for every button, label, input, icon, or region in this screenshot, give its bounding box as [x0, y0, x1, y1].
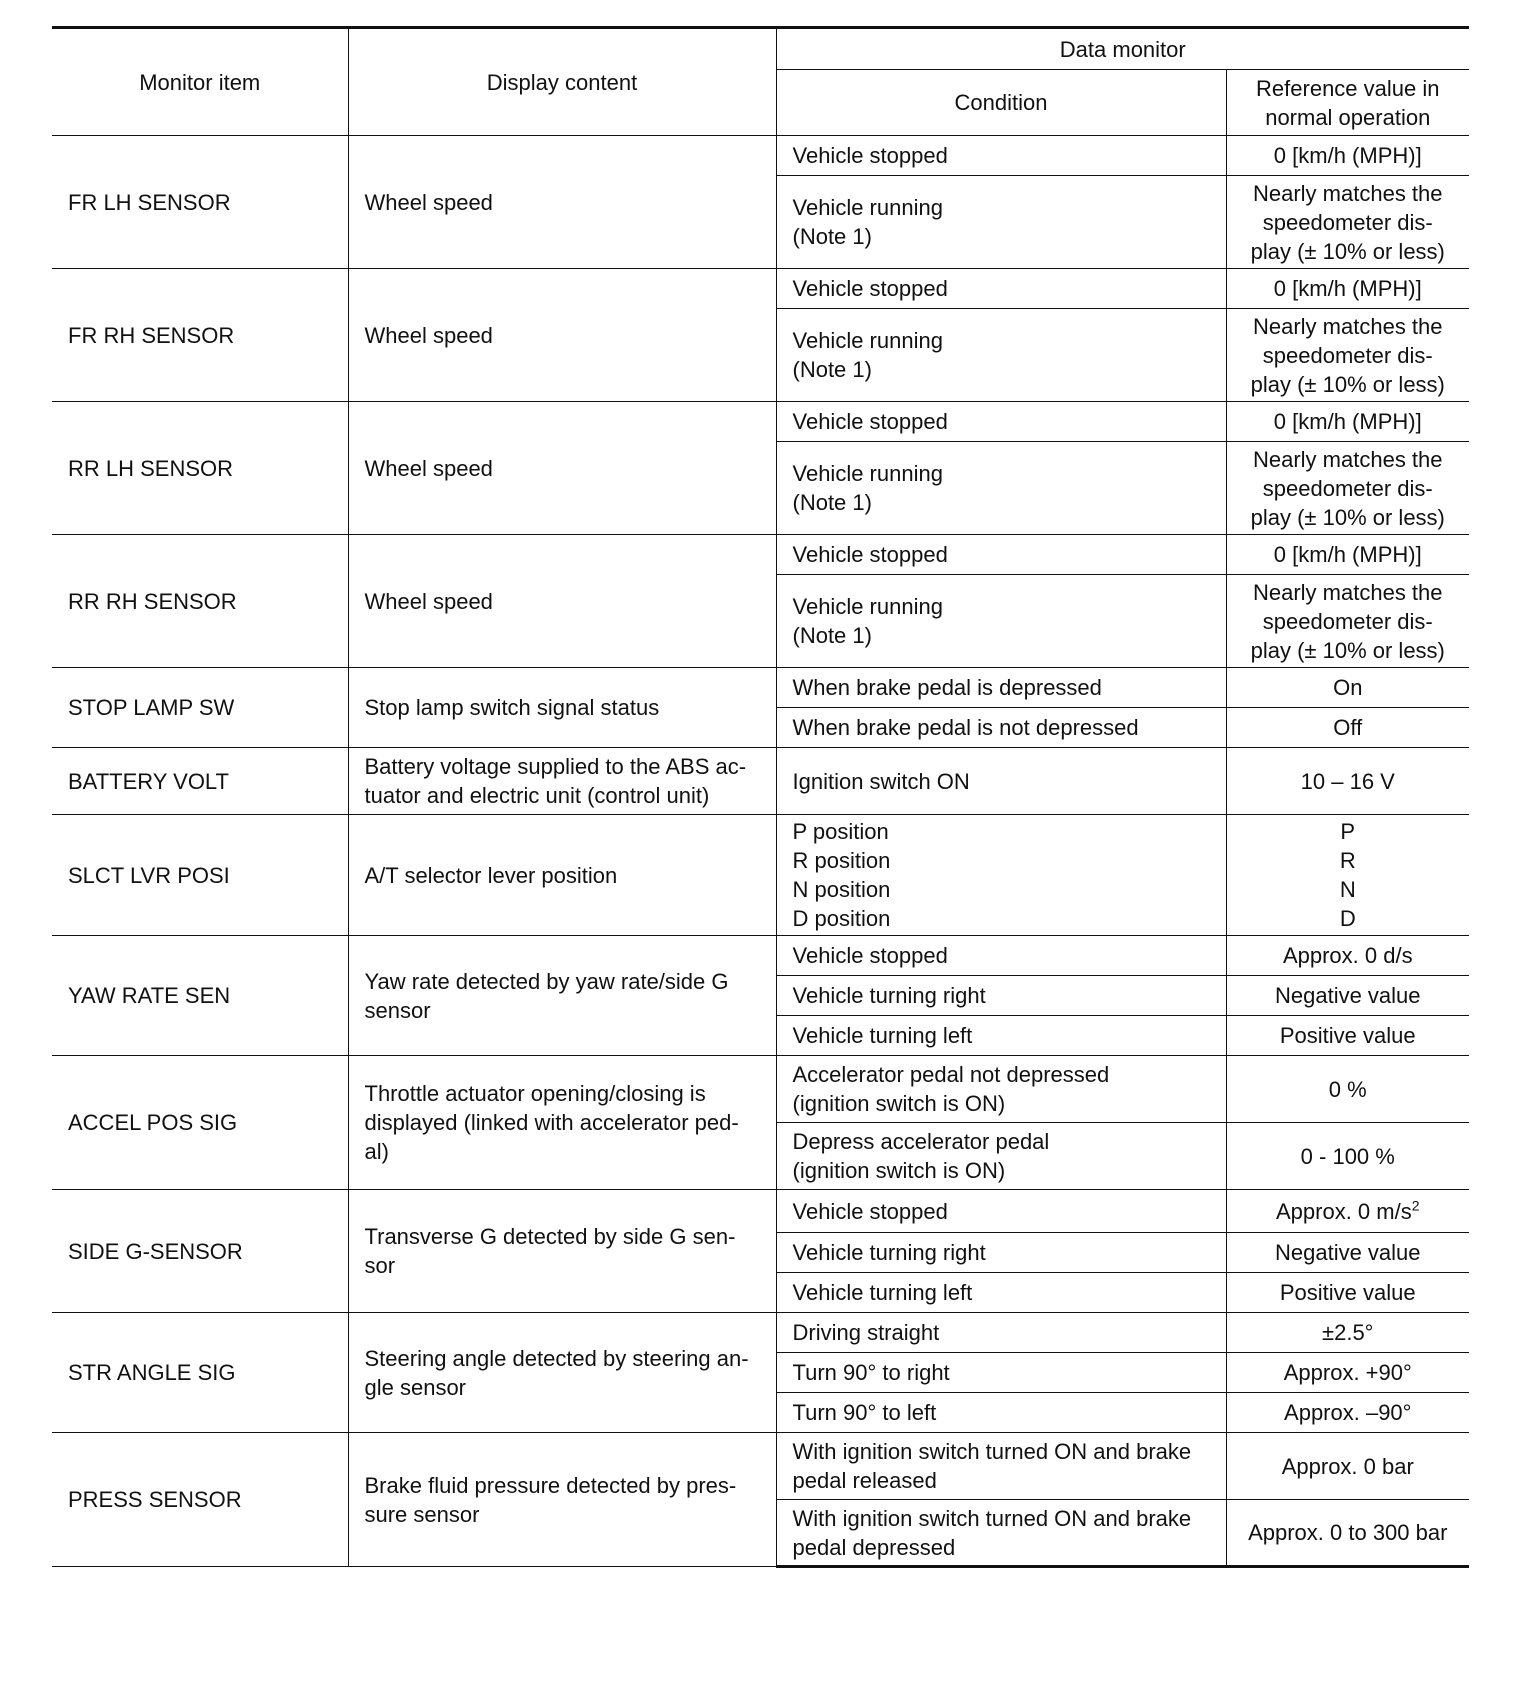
reference-value-text: Nearly matches the speedometer dis- play (± 10% or less) [1250, 446, 1445, 530]
reference-value-cell [1226, 936, 1469, 976]
reference-value-cell [1226, 1353, 1469, 1393]
table-row [52, 1190, 1469, 1233]
reference-value-cell [1226, 1500, 1469, 1567]
reference-value-text: 0 [km/h (MPH)] [1273, 276, 1422, 301]
condition-cell: With ignition switch turned ON and brake pedal released [776, 1433, 1226, 1500]
data-monitor-table-container [52, 26, 1469, 1568]
reference-value-cell [1226, 402, 1469, 442]
reference-value-cell [1226, 1016, 1469, 1056]
table-row [52, 1056, 1469, 1123]
monitor-item-cell: FR LH SENSOR [52, 136, 348, 269]
reference-value-text: Approx. 0 m/s [1276, 1198, 1412, 1224]
table-row [52, 668, 1469, 708]
header-display-content: Display content [348, 28, 776, 136]
reference-value-text: 0 [km/h (MPH)] [1273, 143, 1422, 168]
monitor-item-cell: BATTERY VOLT [52, 748, 348, 815]
condition-cell: When brake pedal is not depressed [776, 708, 1226, 748]
reference-value-text: 0 % [1328, 1076, 1367, 1102]
table-row [52, 748, 1469, 815]
reference-value-text: Approx. 0 bar [1281, 1453, 1414, 1479]
reference-value-text: 0 [km/h (MPH)] [1273, 542, 1422, 567]
reference-value-text: Nearly matches the speedometer dis- play (± 10% or less) [1250, 579, 1445, 663]
display-content-cell: A/T selector lever position [348, 815, 776, 936]
reference-value-cell [1226, 1433, 1469, 1500]
reference-value-text: 0 [km/h (MPH)] [1273, 409, 1422, 434]
condition-cell: Turn 90° to left [776, 1393, 1226, 1433]
display-content-cell: Wheel speed [348, 136, 776, 269]
condition-cell: Vehicle running (Note 1) [776, 442, 1226, 535]
reference-value-cell [1226, 668, 1469, 708]
monitor-item-cell: STR ANGLE SIG [52, 1313, 348, 1433]
condition-cell: P position R position N position D position [776, 815, 1226, 936]
reference-value-text: Negative value [1274, 1240, 1421, 1265]
reference-value-cell [1226, 815, 1469, 936]
condition-cell: Vehicle turning left [776, 1016, 1226, 1056]
reference-value-cell [1226, 1233, 1469, 1273]
display-content-cell: Transverse G detected by side G sen- sor [348, 1190, 776, 1313]
monitor-item-cell: PRESS SENSOR [52, 1433, 348, 1567]
condition-cell: Vehicle stopped [776, 269, 1226, 309]
condition-cell: Vehicle running (Note 1) [776, 309, 1226, 402]
condition-cell: With ignition switch turned ON and brake pedal depressed [776, 1500, 1226, 1567]
reference-value-text: Nearly matches the speedometer dis- play (± 10% or less) [1250, 180, 1445, 264]
condition-cell: Vehicle stopped [776, 535, 1226, 575]
reference-value-text: Approx. –90° [1284, 1400, 1412, 1425]
condition-cell: Vehicle stopped [776, 402, 1226, 442]
display-content-cell: Stop lamp switch signal status [348, 668, 776, 748]
table-row [52, 535, 1469, 575]
reference-value-cell [1226, 1190, 1469, 1233]
table-body [52, 136, 1469, 1567]
data-monitor-table [52, 26, 1469, 1568]
header-monitor-item: Monitor item [52, 28, 348, 136]
table-row [52, 1433, 1469, 1500]
condition-cell: Vehicle turning left [776, 1273, 1226, 1313]
monitor-item-cell: ACCEL POS SIG [52, 1056, 348, 1190]
condition-cell: Turn 90° to right [776, 1353, 1226, 1393]
reference-value-text: P R N D [1339, 819, 1356, 931]
reference-value-text: Approx. 0 d/s [1282, 943, 1413, 968]
reference-value-superscript: 2 [1411, 1197, 1420, 1214]
header-condition: Condition [776, 70, 1226, 136]
display-content-cell: Steering angle detected by steering an- gle sensor [348, 1313, 776, 1433]
display-content-cell: Battery voltage supplied to the ABS ac- tuator and electric unit (control unit) [348, 748, 776, 815]
table-row [52, 815, 1469, 936]
monitor-item-cell: RR LH SENSOR [52, 402, 348, 535]
reference-value-text: Off [1333, 715, 1363, 740]
header-reference-value: Reference value in normal operation [1226, 70, 1469, 136]
condition-cell: Vehicle turning right [776, 1233, 1226, 1273]
monitor-item-cell: YAW RATE SEN [52, 936, 348, 1056]
condition-cell: Vehicle turning right [776, 976, 1226, 1016]
reference-value-cell [1226, 176, 1469, 269]
reference-value-cell [1226, 1313, 1469, 1353]
reference-value-text: Positive value [1279, 1023, 1416, 1048]
reference-value-text: Approx. +90° [1283, 1360, 1412, 1385]
reference-value-text: Approx. 0 to 300 bar [1248, 1520, 1448, 1545]
monitor-item-cell: STOP LAMP SW [52, 668, 348, 748]
display-content-cell: Brake fluid pressure detected by pres- sure sensor [348, 1433, 776, 1567]
reference-value-cell [1226, 1273, 1469, 1313]
header-data-monitor: Data monitor [776, 28, 1469, 70]
reference-value-cell [1226, 136, 1469, 176]
reference-value-cell [1226, 309, 1469, 402]
display-content-cell: Wheel speed [348, 535, 776, 668]
condition-cell: When brake pedal is depressed [776, 668, 1226, 708]
monitor-item-cell: FR RH SENSOR [52, 269, 348, 402]
condition-cell: Vehicle stopped [776, 936, 1226, 976]
condition-cell: Vehicle running (Note 1) [776, 176, 1226, 269]
monitor-item-cell: SLCT LVR POSI [52, 815, 348, 936]
table-row [52, 936, 1469, 976]
reference-value-text: 0 - 100 % [1300, 1143, 1395, 1169]
table-row [52, 269, 1469, 309]
display-content-cell: Throttle actuator opening/closing is displayed (linked with accelerator ped- al) [348, 1056, 776, 1190]
condition-cell: Depress accelerator pedal (ignition switch is ON) [776, 1123, 1226, 1190]
reference-value-text: Positive value [1279, 1280, 1416, 1305]
reference-value-text: Nearly matches the speedometer dis- play (± 10% or less) [1250, 313, 1445, 397]
reference-value-text: Negative value [1274, 983, 1421, 1008]
condition-cell: Driving straight [776, 1313, 1226, 1353]
reference-value-cell [1226, 748, 1469, 815]
reference-value-cell [1226, 535, 1469, 575]
table-row [52, 136, 1469, 176]
condition-cell: Vehicle running (Note 1) [776, 575, 1226, 668]
condition-cell: Accelerator pedal not depressed (ignition switch is ON) [776, 1056, 1226, 1123]
monitor-item-cell: RR RH SENSOR [52, 535, 348, 668]
display-content-cell: Yaw rate detected by yaw rate/side G sensor [348, 936, 776, 1056]
reference-value-cell [1226, 269, 1469, 309]
reference-value-cell [1226, 442, 1469, 535]
condition-cell: Ignition switch ON [776, 748, 1226, 815]
display-content-cell: Wheel speed [348, 402, 776, 535]
reference-value-cell [1226, 575, 1469, 668]
condition-cell: Vehicle stopped [776, 1190, 1226, 1233]
reference-value-cell [1226, 708, 1469, 748]
reference-value-cell [1226, 976, 1469, 1016]
table-header [52, 28, 1469, 136]
reference-value-text: On [1333, 675, 1363, 700]
display-content-cell: Wheel speed [348, 269, 776, 402]
reference-value-cell [1226, 1123, 1469, 1190]
table-row [52, 1313, 1469, 1353]
reference-value-cell [1226, 1393, 1469, 1433]
monitor-item-cell: SIDE G-SENSOR [52, 1190, 348, 1313]
condition-cell: Vehicle stopped [776, 136, 1226, 176]
reference-value-text: 10 – 16 V [1300, 768, 1395, 794]
reference-value-cell [1226, 1056, 1469, 1123]
reference-value-text: ±2.5° [1322, 1320, 1374, 1345]
table-row [52, 402, 1469, 442]
